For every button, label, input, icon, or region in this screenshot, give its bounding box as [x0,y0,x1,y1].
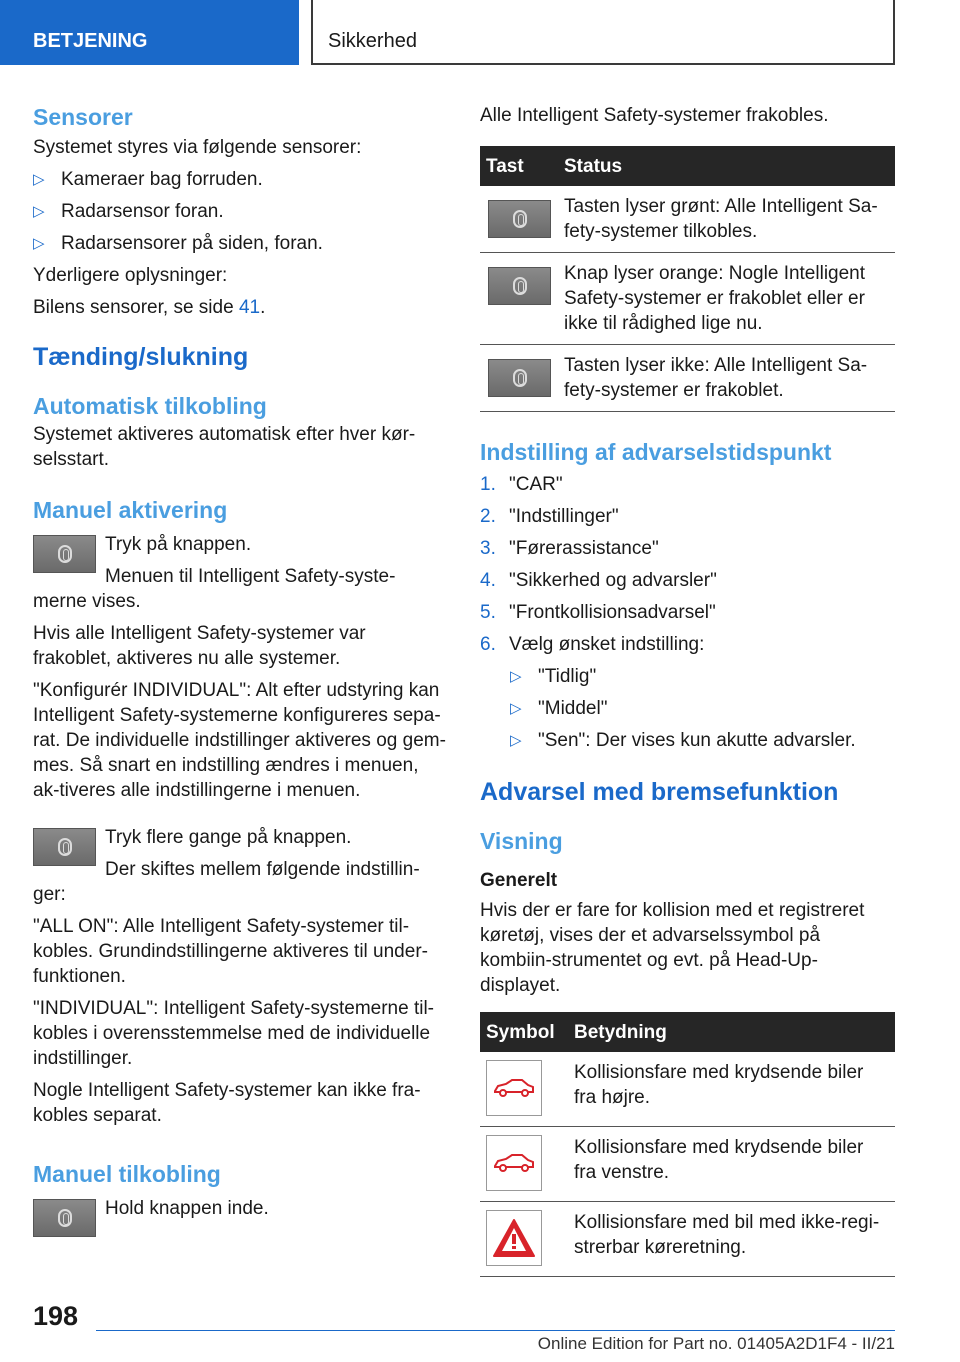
sensors-reference: Bilens sensorer, se side 41. [33,297,266,318]
menu-text-2: merne vises. [33,591,141,612]
page-number: 198 [33,1301,79,1331]
step-item: 3. "Førerassistance" [480,538,659,559]
menu-text-1: Menuen til Intelligent Safety-syste- [105,566,396,587]
para-individual: "INDIVIDUAL": Intelligent Safety-systemerne til-kobles i overensstemmelse med de individuelle indstillinger. [33,998,435,1069]
sensor-item: ▷ Radarsensorer på siden, foran. [33,231,449,256]
safety-button-icon [488,267,551,305]
table-row [480,1202,895,1277]
key-status-table [480,146,895,412]
safety-button-icon [33,828,96,866]
para-separat: Nogle Intelligent Safety-systemer kan ikke fra-kobles separat. [33,1080,421,1126]
taending-heading: Tænding/slukning [33,343,249,371]
symbol-table [480,1012,895,1277]
table-cell: Tasten lyser ikke: Alle Intelligent Sa-fety-systemer er frakoblet. [558,345,895,412]
table-row [480,345,895,412]
manuel-aktivering-heading: Manuel aktivering [33,497,228,523]
hold-button-text: Hold knappen inde. [105,1198,269,1219]
right-intro: Alle Intelligent Safety-systemer frakobles. [480,105,829,126]
car-left-icon [486,1135,542,1191]
step-item: 2. "Indstillinger" [480,506,619,527]
table-row [480,186,895,253]
page-link[interactable]: 41 [238,297,261,318]
safety-button-icon [488,200,551,238]
chapter-box [311,0,895,65]
hold-block [33,1196,449,1236]
press-block [33,532,449,589]
switch-text-1: Der skiftes mellem følgende indstillin- [105,859,420,880]
sensorer-heading: Sensorer [33,104,133,130]
table-header: Symbol [480,1012,568,1052]
table-cell: Knap lyser orange: Nogle Intelligent Safety-systemer er frakoblet eller er ikke til rådighed lige nu. [558,253,895,345]
switch-text-2: ger: [33,884,66,905]
table-cell: Kollisionsfare med krydsende biler fra venstre. [568,1127,895,1202]
table-header: Status [558,146,895,186]
indstilling-heading: Indstilling af advarselstidspunkt [480,439,832,465]
option-item: ▷ "Sen": Der vises kun akutte advarsler. [480,728,895,753]
generelt-heading: Generelt [480,870,558,891]
section-label: BETJENING [33,30,148,52]
option-item: ▷ "Middel" [480,696,895,721]
warning-triangle-icon [486,1210,542,1266]
press-repeat-block [33,825,449,882]
table-row [480,1052,895,1127]
manuel-tilkobling-heading: Manuel tilkobling [33,1161,221,1187]
step-item: 1. "CAR" [480,474,563,495]
sensor-item: ▷ Kameraer bag forruden. [33,167,449,192]
safety-button-icon [33,535,96,573]
table-cell: Kollisionsfare med bil med ikke-regi-strerbar køreretning. [568,1202,895,1277]
option-item: ▷ "Tidlig" [480,664,895,689]
press-button-text: Tryk på knappen. [105,534,252,555]
table-row [480,253,895,345]
edition-text: Online Edition for Part no. 01405A2D1F4 - II/21 [537,1334,895,1353]
more-info: Yderligere oplysninger: [33,265,228,286]
sensor-item: ▷ Radarsensor foran. [33,199,449,224]
generelt-text: Hvis der er fare for kollision med et registreret køretøj, vises der et advarselssymbol på kombiin-strumentet og evt. på Head-Up-displayet. [480,900,865,996]
para-configure: "Konfigurér INDIVIDUAL": Alt efter udstyring kan Intelligent Safety-systemerne konfigureres sepa-rat. De individuelle indstillinger aktiveres og gem-mes. Så snart en indstilling ændres i menuen, ak-tiveres alle indstillingerne i menuen. [33,680,446,801]
para-all-off: Hvis alle Intelligent Safety-systemer var frakoblet, aktiveres nu alle systemer. [33,623,366,669]
auto-text: Systemet aktiveres automatisk efter hver kør-selsstart. [33,424,416,470]
para-all-on: "ALL ON": Alle Intelligent Safety-systemer til-kobles. Grundindstillingerne aktiveres til under-funktionen. [33,916,428,987]
right-column [480,103,895,1277]
sensorer-intro: Systemet styres via følgende sensorer: [33,137,362,158]
section-tab [0,0,299,65]
safety-button-icon [33,1199,96,1237]
table-cell: Kollisionsfare med krydsende biler fra højre. [568,1052,895,1127]
auto-heading: Automatisk tilkobling [33,393,267,419]
step-item: 4. "Sikkerhed og advarsler" [480,570,717,591]
step-item: 6. Vælg ønsket indstilling: [480,634,705,655]
left-column [33,103,449,1236]
table-header: Tast [480,146,558,186]
step-item: 5. "Frontkollisionsadvarsel" [480,602,716,623]
car-right-icon [486,1060,542,1116]
press-repeat-text: Tryk flere gange på knappen. [105,827,352,848]
chapter-label: Sikkerhed [328,30,417,52]
safety-button-icon [488,359,551,397]
table-cell: Tasten lyser grønt: Alle Intelligent Sa-fety-systemer tilkobles. [558,186,895,253]
advarsel-heading: Advarsel med bremsefunktion [480,778,839,806]
visning-heading: Visning [480,828,563,854]
table-header: Betydning [568,1012,895,1052]
footer-divider [96,1330,895,1331]
table-row [480,1127,895,1202]
